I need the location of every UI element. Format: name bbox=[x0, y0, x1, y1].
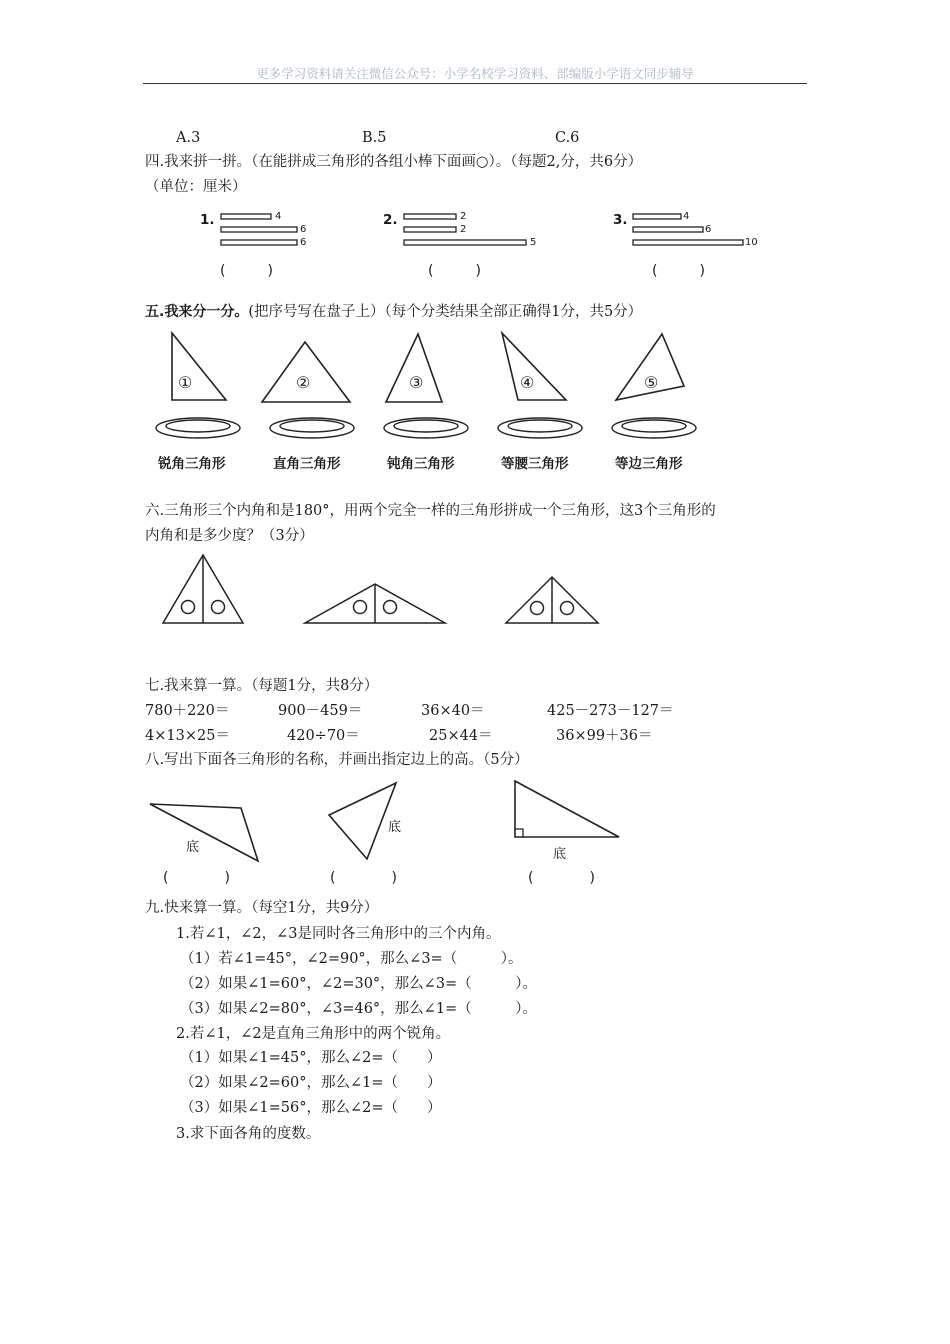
triangle-label: ④ bbox=[520, 373, 535, 392]
answer-blank[interactable]: ( ) bbox=[163, 870, 230, 886]
right-triangle bbox=[515, 781, 619, 837]
triangle-label: ① bbox=[178, 373, 193, 392]
combined-triangle-2 bbox=[305, 584, 445, 623]
sec6-line2: 内角和是多少度？（3分） bbox=[145, 528, 314, 544]
option-c: C.6 bbox=[555, 130, 580, 146]
calc-item: 780＋220＝ bbox=[145, 703, 230, 719]
combined-triangles-figure bbox=[155, 550, 615, 630]
plate-label: 等边三角形 bbox=[615, 456, 683, 472]
sec5-title bbox=[145, 303, 642, 321]
plate bbox=[384, 418, 468, 438]
sec9-q1c: （3）如果∠2=80°，∠3=46°，那么∠1=（ ）。 bbox=[180, 1001, 537, 1017]
stick-length: 6 bbox=[300, 224, 307, 235]
plate bbox=[498, 418, 582, 438]
sec9-q2: 2.若∠1，∠2是直角三角形中的两个锐角。 bbox=[176, 1026, 451, 1042]
sec4-title: 四.我来拼一拼。（在能拼成三角形的各组小棒下面画○）。（每题2,分，共6分） bbox=[145, 154, 643, 170]
right-angle-mark bbox=[515, 829, 523, 837]
sec9-q3: 3.求下面各角的度数。 bbox=[176, 1126, 321, 1142]
sec9-q2c: （3）如果∠1=56°，那么∠2=（ ） bbox=[180, 1100, 442, 1116]
answer-blank[interactable]: ( ) bbox=[428, 263, 481, 279]
group-number: 3. bbox=[613, 212, 628, 228]
sec6-line1: 六.三角形三个内角和是180°，用两个完全一样的三角形拼成一个三角形，这3个三角形的 bbox=[145, 503, 716, 519]
sec9-q1: 1.若∠1，∠2，∠3是同时各三角形中的三个内角。 bbox=[176, 926, 501, 942]
stick-length: 4 bbox=[275, 211, 282, 222]
calc-item: 420÷70＝ bbox=[287, 728, 360, 744]
group-number: 2. bbox=[383, 212, 398, 228]
sec9-q2b: （2）如果∠2=60°，那么∠1=（ ） bbox=[180, 1075, 442, 1091]
stick-length: 4 bbox=[683, 211, 690, 222]
answer-blank[interactable]: ( ) bbox=[220, 263, 273, 279]
plate-label: 直角三角形 bbox=[273, 456, 341, 472]
option-a: A.3 bbox=[176, 130, 201, 146]
stick-length: 2 bbox=[460, 211, 467, 222]
sec9-q1b: （2）如果∠1=60°，∠2=30°，那么∠3=（ ）。 bbox=[180, 976, 537, 992]
page-header: 更多学习资料请关注微信公众号：小学名校学习资料、部编版小学语文同步辅导 bbox=[256, 66, 694, 81]
base-label: 底 bbox=[388, 820, 402, 835]
plate-label: 锐角三角形 bbox=[158, 456, 226, 472]
combined-triangle-1 bbox=[163, 555, 243, 623]
calc-item: 25×44＝ bbox=[429, 728, 493, 744]
base-label: 底 bbox=[553, 847, 567, 862]
answer-blank[interactable]: ( ) bbox=[528, 870, 595, 886]
stick-length: 2 bbox=[460, 224, 467, 235]
triangle-label: ② bbox=[296, 373, 311, 392]
base-label: 底 bbox=[186, 840, 200, 855]
calc-item: 36×40＝ bbox=[421, 703, 485, 719]
acute-triangle bbox=[329, 783, 396, 859]
sec5-title-bold: 五.我来分一分。 bbox=[145, 304, 249, 320]
plate bbox=[612, 418, 696, 438]
sec9-q1a: （1）若∠1=45°，∠2=90°，那么∠3=（ ）。 bbox=[180, 951, 523, 967]
combined-triangle-3 bbox=[506, 577, 598, 623]
triangle-label: ③ bbox=[409, 373, 424, 392]
triangle-2 bbox=[262, 342, 350, 402]
stick-length: 6 bbox=[300, 237, 307, 248]
sec7-title: 七.我来算一算。（每题1分，共8分） bbox=[145, 678, 379, 694]
calc-item: 36×99＋36＝ bbox=[556, 728, 653, 744]
plates-figure bbox=[150, 410, 710, 450]
option-b: B.5 bbox=[362, 130, 387, 146]
sec5-title-rest: (把序号写在盘子上）（每个分类结果全部正确得1分，共5分） bbox=[248, 304, 643, 320]
answer-blank[interactable]: ( ) bbox=[330, 870, 397, 886]
sec8-title: 八.写出下面各三角形的名称，并画出指定边上的高。（5分） bbox=[145, 752, 529, 768]
stick-length: 5 bbox=[530, 237, 537, 248]
obtuse-triangle bbox=[150, 804, 258, 861]
sec4-unit: （单位：厘米） bbox=[145, 179, 247, 195]
answer-blank[interactable]: ( ) bbox=[652, 263, 705, 279]
calc-item: 900－459＝ bbox=[278, 703, 363, 719]
plate-label: 钝角三角形 bbox=[387, 456, 455, 472]
plate bbox=[156, 418, 240, 438]
sec9-q2a: （1）如果∠1=45°，那么∠2=（ ） bbox=[180, 1050, 442, 1066]
calc-item: 425－273－127＝ bbox=[547, 703, 674, 719]
stick-length: 10 bbox=[745, 237, 758, 248]
triangle-label: ⑤ bbox=[644, 373, 659, 392]
sticks-figure bbox=[401, 210, 541, 250]
stick-length: 6 bbox=[705, 224, 712, 235]
plate bbox=[270, 418, 354, 438]
header-divider bbox=[143, 83, 807, 84]
calc-item: 4×13×25＝ bbox=[145, 728, 230, 744]
sec9-title: 九.快来算一算。（每空1分，共9分） bbox=[145, 900, 379, 916]
plate-label: 等腰三角形 bbox=[501, 456, 569, 472]
group-number: 1. bbox=[200, 212, 215, 228]
